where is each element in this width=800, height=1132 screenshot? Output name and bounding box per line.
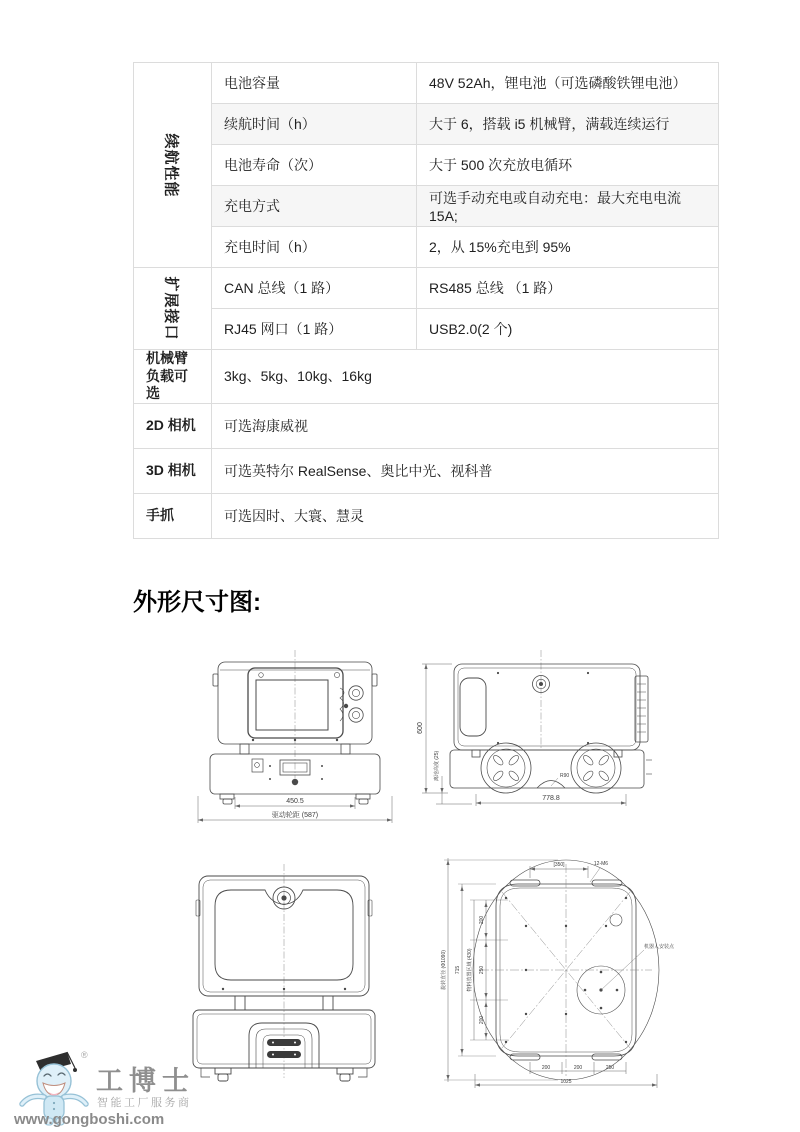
front-view-svg bbox=[190, 648, 400, 826]
row-label-line: 负载可选 bbox=[146, 367, 188, 401]
dim-inner-height: 715 bbox=[455, 965, 461, 975]
dim-rotation-diameter: 旋转直径 (Φ1090) bbox=[441, 950, 447, 990]
row-label: 电池容量 bbox=[212, 63, 417, 104]
group-header-label: 扩展接口 bbox=[162, 276, 180, 341]
table-row bbox=[134, 268, 719, 309]
group-header-interfaces bbox=[134, 268, 212, 350]
table-row bbox=[134, 309, 719, 350]
row-value: 可选英特尔 RealSense、奥比中光、视科普 bbox=[212, 448, 719, 493]
table-row bbox=[134, 104, 719, 145]
dim-top-bracket: [350] bbox=[553, 862, 565, 868]
gongboshi-logo bbox=[8, 1044, 208, 1130]
row-value: 可选因时、大寰、慧灵 bbox=[212, 493, 719, 538]
dim-side-clearance: 离地高度 (25) bbox=[434, 750, 440, 782]
table-row bbox=[134, 448, 719, 493]
row-value: 2，从 15%充电到 95% bbox=[417, 227, 719, 268]
section-title: 外形尺寸图: bbox=[133, 589, 261, 616]
row-label-line: 机械臂 bbox=[146, 350, 188, 366]
top-view-dimensions bbox=[444, 858, 657, 1088]
dim-material-area: 物料放置区域 (430) bbox=[467, 948, 473, 992]
dim-seg-left-0: 200 bbox=[479, 915, 485, 925]
dim-top-holes: 12-M6 bbox=[593, 861, 609, 867]
dim-total-width: 1025 bbox=[560, 1079, 572, 1085]
row-label: 充电方式 bbox=[212, 186, 417, 227]
drawing-rear-view bbox=[183, 860, 385, 1092]
top-view-geometry bbox=[473, 860, 659, 1080]
table-row bbox=[134, 63, 719, 104]
label-mount-point: 机器人安装点 bbox=[644, 944, 675, 950]
table-row bbox=[134, 227, 719, 268]
dim-seg-left-1: 250 bbox=[479, 965, 485, 975]
table-row bbox=[134, 403, 719, 448]
dim-seg-bottom-2: 250 bbox=[605, 1065, 615, 1071]
dim-front-track: 驱动轮距 (587) bbox=[271, 812, 319, 819]
side-view-dimensions bbox=[422, 664, 626, 806]
row-label: 续航时间（h） bbox=[212, 104, 417, 145]
drawing-side-view bbox=[408, 648, 668, 812]
side-view-svg bbox=[408, 648, 668, 812]
dim-front-width: 450.5 bbox=[286, 798, 304, 805]
top-view-svg bbox=[438, 838, 676, 1096]
spec-table bbox=[133, 62, 719, 539]
row-value: RS485 总线 （1 路） bbox=[417, 268, 719, 309]
row-label-arm-payload bbox=[134, 350, 212, 404]
logo-svg bbox=[8, 1044, 208, 1130]
row-value: 可选手动充电或自动充电：最大充电电流 15A; bbox=[417, 186, 719, 227]
registered-mark: ® bbox=[81, 1050, 88, 1060]
row-value: 3kg、5kg、10kg、16kg bbox=[212, 350, 719, 404]
brand-url: www.gongboshi.com bbox=[14, 1111, 165, 1128]
row-label-3d-camera: 3D 相机 bbox=[134, 448, 212, 493]
table-row bbox=[134, 493, 719, 538]
side-view-geometry bbox=[450, 650, 652, 793]
row-label-gripper: 手抓 bbox=[134, 493, 212, 538]
row-value: 大于 6，搭载 i5 机械臂，满载连续运行 bbox=[417, 104, 719, 145]
drawing-top-view bbox=[438, 838, 676, 1096]
group-header-label: 续航性能 bbox=[162, 132, 180, 198]
table-row bbox=[134, 186, 719, 227]
row-label: CAN 总线（1 路） bbox=[212, 268, 417, 309]
dim-seg-bottom-0: 200 bbox=[541, 1065, 551, 1071]
row-value: USB2.0(2 个) bbox=[417, 309, 719, 350]
row-value: 大于 500 次充放电循环 bbox=[417, 145, 719, 186]
table-row bbox=[134, 350, 719, 404]
row-value: 48V 52Ah，锂电池（可选磷酸铁锂电池） bbox=[417, 63, 719, 104]
front-view-geometry bbox=[210, 650, 380, 804]
dim-seg-left-2: 200 bbox=[479, 1015, 485, 1025]
table-row bbox=[134, 145, 719, 186]
brand-name: 工博士 bbox=[96, 1066, 195, 1097]
brand-tagline: 智能工厂服务商 bbox=[97, 1097, 192, 1109]
group-header-endurance bbox=[134, 63, 212, 268]
row-value: 可选海康威视 bbox=[212, 403, 719, 448]
dim-side-radius: R90 bbox=[560, 773, 570, 779]
row-label: RJ45 网口（1 路） bbox=[212, 309, 417, 350]
row-label: 充电时间（h） bbox=[212, 227, 417, 268]
dim-side-length: 778.8 bbox=[542, 795, 560, 802]
rear-view-geometry bbox=[193, 864, 375, 1081]
dim-seg-bottom-1: 200 bbox=[573, 1065, 583, 1071]
drawing-front-view bbox=[190, 648, 400, 826]
row-label-2d-camera: 2D 相机 bbox=[134, 403, 212, 448]
rear-view-svg bbox=[183, 860, 385, 1092]
row-label: 电池寿命（次） bbox=[212, 145, 417, 186]
dim-side-height: 600 bbox=[417, 722, 424, 734]
